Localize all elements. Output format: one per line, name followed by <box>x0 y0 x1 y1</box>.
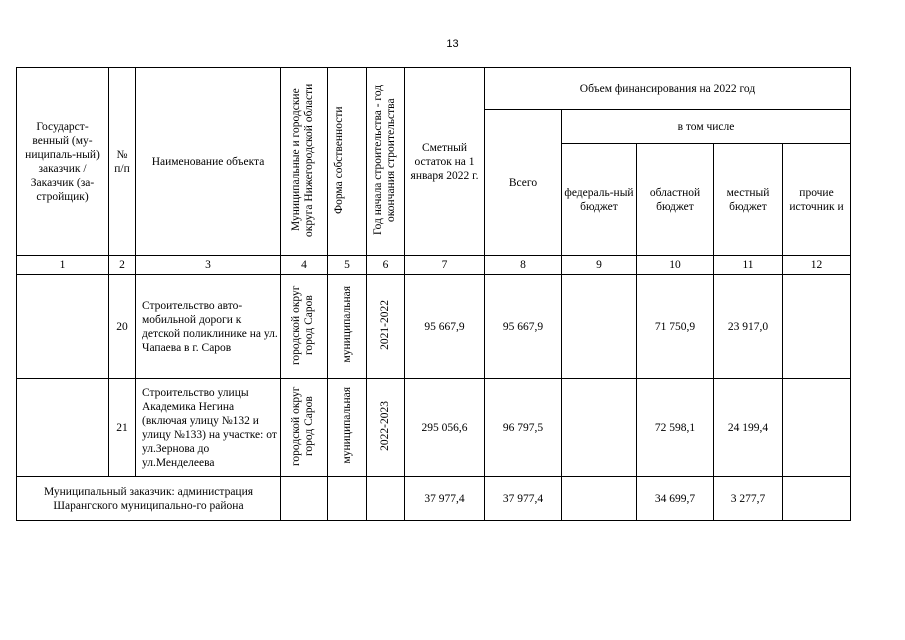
row-federal <box>562 379 637 477</box>
header-local: местный бюджет <box>714 144 783 256</box>
row-years: 2021-2022 <box>379 299 391 350</box>
row-municipality: городской округ город Саров <box>290 385 315 466</box>
header-object-name: Наименование объекта <box>136 68 281 256</box>
column-number: 5 <box>328 256 367 275</box>
header-num: № п/п <box>109 68 136 256</box>
header-funding: Объем финансирования на 2022 год <box>485 68 851 110</box>
column-number: 3 <box>136 256 281 275</box>
header-municipality: Муниципальные и городские округа Нижегородской области <box>290 82 315 237</box>
header-customer: Государст-венный (му-ниципаль-ный) заказчик / Заказчик (за-стройщик) <box>17 68 109 256</box>
table-row <box>17 275 851 379</box>
column-number: 7 <box>405 256 485 275</box>
row-customer <box>17 275 109 379</box>
row-object-name: Строительство улицы Академика Негина (включая улицу №132 и улицу №133) на участке: от ул.Зернова до ул.Менделеева <box>136 379 281 477</box>
header-regional: областной бюджет <box>637 144 714 256</box>
row-municipality-cell <box>281 379 328 477</box>
row-years-cell <box>367 275 405 379</box>
row-other <box>783 275 851 379</box>
column-number: 6 <box>367 256 405 275</box>
summary-regional: 34 699,7 <box>637 477 714 521</box>
row-federal <box>562 275 637 379</box>
header-municipality-cell <box>281 68 328 256</box>
header-estimate: Сметный остаток на 1 января 2022 г. <box>405 68 485 256</box>
summary-other <box>783 477 851 521</box>
header-including: в том числе <box>562 110 851 144</box>
row-ownership: муниципальная <box>340 387 353 464</box>
row-ownership-cell <box>328 379 367 477</box>
page-number: 13 <box>446 38 459 50</box>
summary-ownership <box>328 477 367 521</box>
header-row-1 <box>17 68 851 110</box>
row-municipality: городской округ город Саров <box>290 284 315 365</box>
row-ownership: муниципальная <box>340 286 353 363</box>
header-years-cell <box>367 68 405 256</box>
summary-federal <box>562 477 637 521</box>
financing-table <box>16 67 851 521</box>
row-estimate: 295 056,6 <box>405 379 485 477</box>
summary-total: 37 977,4 <box>485 477 562 521</box>
summary-local: 3 277,7 <box>714 477 783 521</box>
row-other <box>783 379 851 477</box>
header-years: Год начала строительства - год окончания строительства <box>371 84 397 235</box>
column-number: 11 <box>714 256 783 275</box>
column-number-row <box>17 256 851 275</box>
row-local: 23 917,0 <box>714 275 783 379</box>
column-number: 8 <box>485 256 562 275</box>
row-object-name: Строительство авто-мобильной дороги к детской поликлинике на ул. Чапаева в г. Саров <box>136 275 281 379</box>
column-number: 12 <box>783 256 851 275</box>
header-federal: федераль-ный бюджет <box>562 144 637 256</box>
row-regional: 71 750,9 <box>637 275 714 379</box>
header-ownership: Форма собственности <box>333 105 345 214</box>
row-total: 96 797,5 <box>485 379 562 477</box>
column-number: 9 <box>562 256 637 275</box>
column-number: 2 <box>109 256 136 275</box>
row-local: 24 199,4 <box>714 379 783 477</box>
row-total: 95 667,9 <box>485 275 562 379</box>
table-row <box>17 379 851 477</box>
header-total: Всего <box>485 110 562 256</box>
row-regional: 72 598,1 <box>637 379 714 477</box>
summary-municipality <box>281 477 328 521</box>
row-years-cell <box>367 379 405 477</box>
row-num: 21 <box>109 379 136 477</box>
column-number: 1 <box>17 256 109 275</box>
row-years: 2022-2023 <box>379 400 391 451</box>
header-other: прочие источник и <box>783 144 851 256</box>
summary-estimate: 37 977,4 <box>405 477 485 521</box>
row-ownership-cell <box>328 275 367 379</box>
row-num: 20 <box>109 275 136 379</box>
column-number: 10 <box>637 256 714 275</box>
row-estimate: 95 667,9 <box>405 275 485 379</box>
header-ownership-cell <box>328 68 367 256</box>
summary-customer-label: Муниципальный заказчик: администрация Шарангского муниципально-го района <box>17 477 281 521</box>
summary-years <box>367 477 405 521</box>
row-customer <box>17 379 109 477</box>
column-number: 4 <box>281 256 328 275</box>
row-municipality-cell <box>281 275 328 379</box>
summary-row <box>17 477 851 521</box>
